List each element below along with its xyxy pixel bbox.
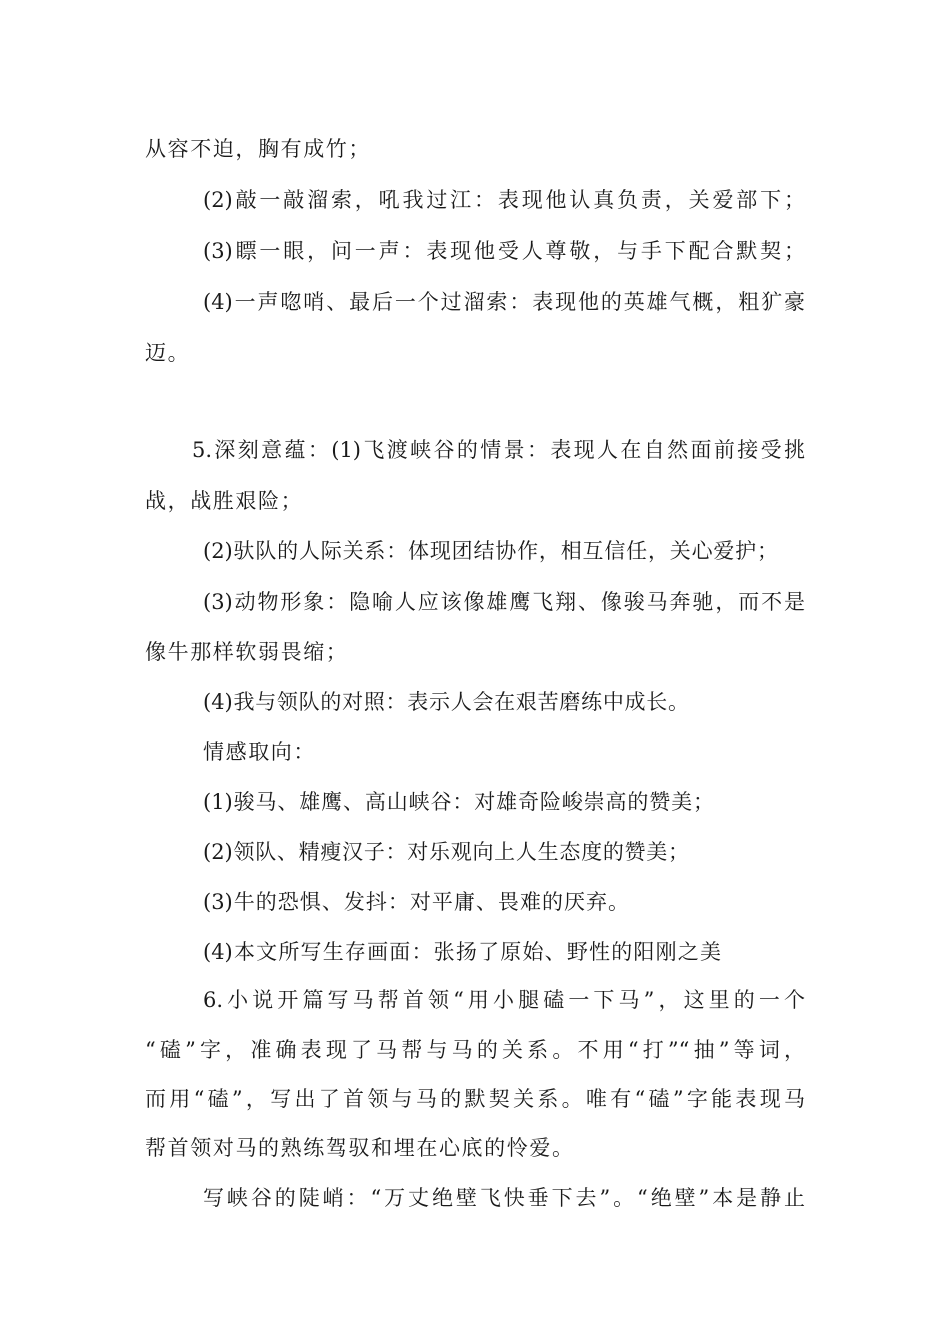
text-line: “磕”字，准确表现了马帮与马的关系。不用“打”“抽”等词， <box>145 1038 805 1062</box>
text-line: (2)敲一敲溜索，吼我过江：表现他认真负责，关爱部下； <box>203 188 805 212</box>
text-line: 情感取向： <box>203 740 316 764</box>
text-line: (1)骏马、雄鹰、高山峡谷：对雄奇险峻崇高的赞美； <box>203 790 714 814</box>
text-line: 迈。 <box>145 341 191 365</box>
text-line: 6.小说开篇写马帮首领“用小腿磕一下马”，这里的一个 <box>203 988 805 1012</box>
text-line: 战，战胜艰险； <box>145 489 304 513</box>
text-line: (2)驮队的人际关系：体现团结协作，相互信任，关心爱护； <box>203 539 778 563</box>
text-line: 帮首领对马的熟练驾驭和埋在心底的怜爱。 <box>145 1136 573 1160</box>
text-line: 而用“磕”，写出了首领与马的默契关系。唯有“磕”字能表现马 <box>145 1087 805 1111</box>
text-line: (4)一声唿哨、最后一个过溜索：表现他的英雄气概，粗犷豪 <box>203 290 805 314</box>
text-line: (4)本文所写生存画面：张扬了原始、野性的阳刚之美 <box>203 940 721 964</box>
text-line: (4)我与领队的对照：表示人会在艰苦磨练中成长。 <box>203 690 689 714</box>
text-line: 写峡谷的陡峭：“万丈绝壁飞快垂下去”。“绝壁”本是静止 <box>203 1186 805 1210</box>
text-line: 像牛那样软弱畏缩； <box>145 640 349 664</box>
text-line: (2)领队、精瘦汉子：对乐观向上人生态度的赞美； <box>203 840 689 864</box>
text-line: (3)动物形象：隐喻人应该像雄鹰飞翔、像骏马奔驰，而不是 <box>203 590 805 614</box>
text-line: 从容不迫，胸有成竹； <box>145 137 371 161</box>
text-line: 5.深刻意蕴：(1)飞渡峡谷的情景：表现人在自然面前接受挑 <box>192 438 805 462</box>
text-line: (3)牛的恐惧、发抖：对平庸、畏难的厌弃。 <box>203 890 629 914</box>
text-line: (3)瞟一眼，问一声：表现他受人尊敬，与手下配合默契； <box>203 239 805 263</box>
